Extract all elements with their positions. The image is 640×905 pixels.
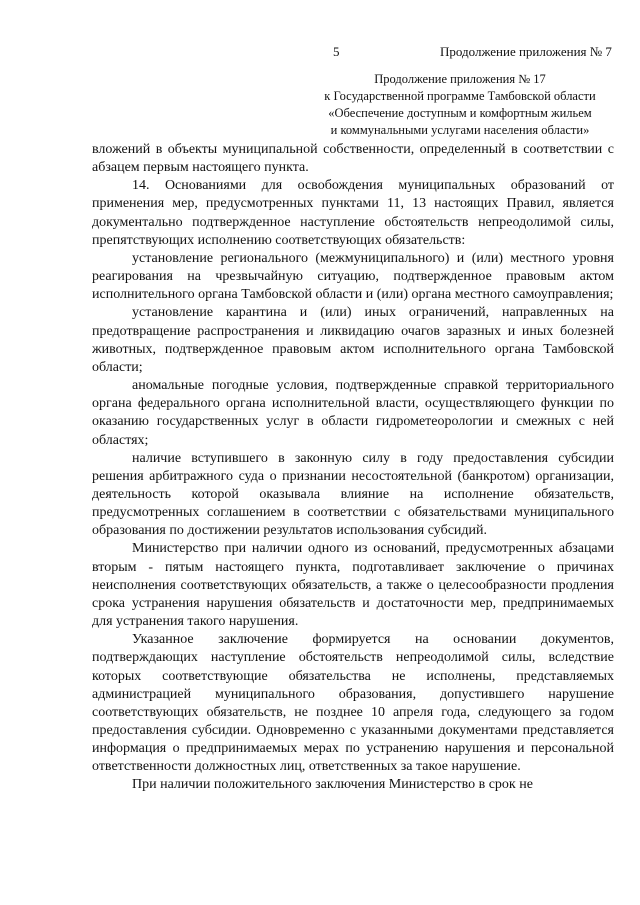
list-item: установление карантина и (или) иных ограничений, направленных на предотвращение распространения и ликвидацию очагов заразных и иных болезней животных, подтвержденное правовым актом исполнительного органа Тамбовской области; [92,305,614,375]
page-header [0,44,640,62]
annex-line: Продолжение приложения № 17 [374,72,546,86]
list-item: наличие вступившего в законную силу в году предоставления субсидии решения арбитражного суда о признании несостоятельной (банкротом) организации, деятельность которой оказывала влияние на исполнение обязательств, предусмотренных соглашением в соответствии с обязательствами муниципального образования по достижении результатов использования субсидий. [92,450,614,539]
document-body [92,141,614,795]
body-paragraph: При наличии положительного заключения Министерство в срок не [132,777,533,793]
list-item: аномальные погодные условия, подтвержденные справкой территориального органа федерального органа исполнительной власти, осуществляющего функции по оказанию государственных услуг в области гидрометеорологии и смежных с ней областях; [92,378,614,448]
body-paragraph: Министерство при наличии одного из оснований, предусмотренных абзацами вторым - пятым настоящего пункта, подготавливает заключение о причинах неисполнения соответствующих обязательств, а также о целесообразности продления срока устранения нарушения обязательств и достаточности мер, предпринимаемых для устранения такого нарушения. [92,541,614,630]
annex-reference [300,71,620,139]
running-head: Продолжение приложения № 7 [440,44,612,59]
body-paragraph: вложений в объекты муниципальной собственности, определенный в соответствии с абзацем первым настоящего пункта. [92,142,614,176]
annex-line: и коммунальными услугами населения области» [330,123,590,137]
annex-line: «Обеспечение доступным и комфортным жильем [328,106,592,120]
page-number: 5 [333,44,340,59]
annex-line: к Государственной программе Тамбовской области [324,89,596,103]
body-paragraph: Указанное заключение формируется на основании документов, подтверждающих наступление обстоятельств непреодолимой силы, вследствие которых соответствующие обязательства не исполнены, представляемых администрацией муниципального образования, допустившего нарушение соответствующих обязательств, не позднее 10 апреля года, следующего за годом предоставления субсидии. Одновременно с указанными документами представляется информация о предпринимаемых мерах по устранению нарушения и персональной ответственности должностных лиц, ответственных за такое нарушение. [92,632,614,775]
list-item: установление регионального (межмуниципального) и (или) местного уровня реагирования на чрезвычайную ситуацию, подтвержденное правовым актом исполнительного органа Тамбовской области и (или) органа местного самоуправления; [92,250,614,303]
body-paragraph: 14. Основаниями для освобождения муниципальных образований от применения мер, предусмотренных пунктами 11, 13 настоящих Правил, является документально подтвержденное наступление обстоятельств непреодолимой силы, препятствующих исполнению соответствующих обязательств: [92,178,614,248]
